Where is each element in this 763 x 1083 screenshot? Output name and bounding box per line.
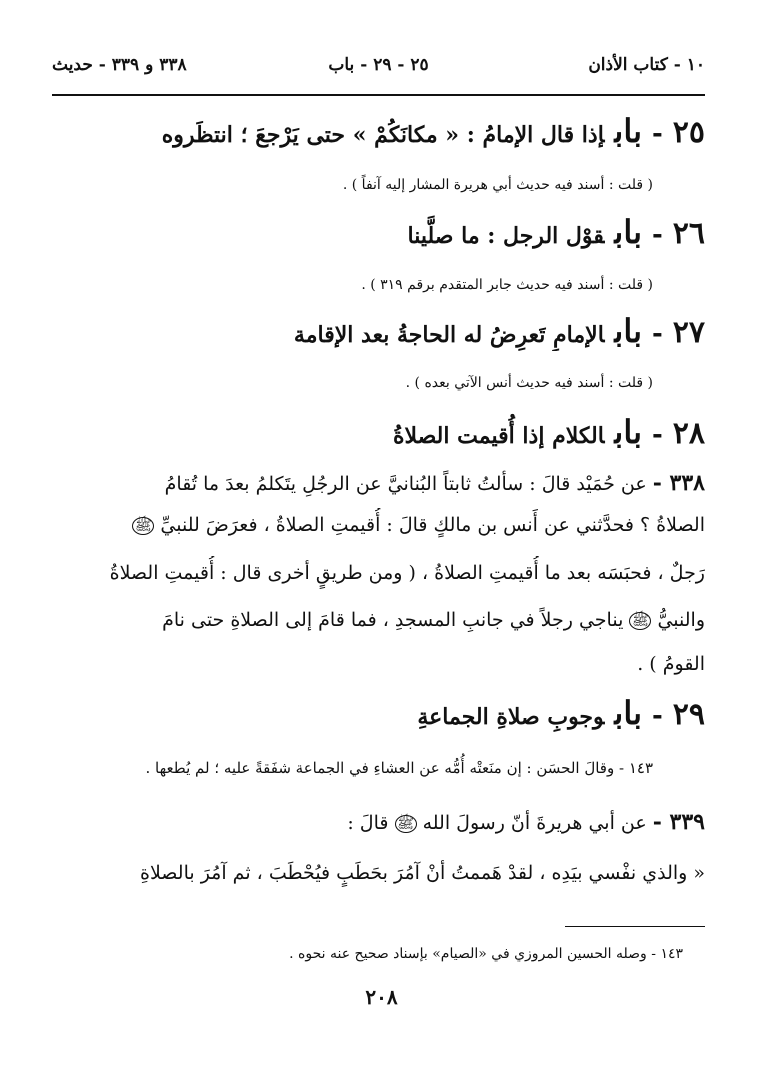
chapter-note-26: ( قلت : أسند فيه حديث جابر المتقدم برقم ٣١٩ ) . [361, 277, 653, 293]
chapter-bab-word: باب [614, 413, 642, 451]
chapter-note-25: ( قلت : أسند فيه حديث أبي هريرة المشار إليه آنفاً ) . [342, 177, 653, 193]
hadith-text: عن حُمَيْد قالَ : سألتُ ثابتاً البُنانيَّ عن الرجُلِ يتَكلمُ بعدَ ما تُقامُ [164, 473, 647, 495]
chapter-title: الإمامِ تَعرِضُ له الحاجةُ بعد الإقامة [293, 322, 605, 348]
hadith-text: يناجي رجلاً في جانبِ المسجدِ ، فما قامَ إلى الصلاةِ حتى نامَ [162, 609, 624, 631]
hadith-number: ٣٣٩ - [652, 809, 705, 835]
chapter-number: ٢٩ [672, 697, 705, 732]
hadith-text: والنبيُّ [657, 609, 705, 631]
hadith-number: ٣٣٨ - [652, 470, 705, 496]
chapter-heading-26 [52, 212, 705, 252]
chapter-title: إذا قال الإمامُ : « مكانَكُمْ » حتى يَرْجعَ ؛ انتظَروه [161, 122, 605, 148]
running-header [52, 55, 705, 85]
hadith-338-line-3: رَجلٌ ، فحبَسَه بعد ما أُقيمتِ الصلاةُ ، ( ومن طريقٍ أخرى قال : أُقيمتِ الصلاةُ [109, 562, 705, 584]
chapter-number: ٢٨ [672, 416, 705, 451]
chapter-heading-25 [52, 111, 705, 151]
salutation-symbol: ﷺ [629, 612, 651, 630]
salutation-symbol: ﷺ [132, 517, 154, 535]
footnote-divider [565, 926, 705, 927]
chapter-number: ٢٥ [672, 115, 705, 150]
hadith-338-line-1 [52, 466, 705, 500]
hadith-338-line-5: القومُ ) . [637, 653, 705, 675]
chapter-heading-27 [52, 311, 705, 351]
chapter-bab-word: باب [614, 213, 642, 251]
chapter-dash: - [651, 319, 663, 349]
chapter-title: قوْل الرجل : ما صلَّينا [407, 223, 605, 249]
hadith-338-line-2 [52, 508, 705, 542]
chapter-note-27: ( قلت : أسند فيه حديث أنس الآتي بعده ) . [405, 375, 653, 391]
chapter-dash: - [651, 119, 663, 149]
salutation-symbol: ﷺ [395, 815, 417, 833]
header-hadith-range: ٣٣٨ و ٣٣٩ - حديث [52, 55, 187, 75]
hadith-text: قالَ : [347, 812, 389, 834]
hadith-339-line-1 [52, 805, 705, 839]
page-number: ٢٠٨ [365, 985, 398, 1009]
hadith-text: عن أبي هريرةَ أنّ رسولَ الله [422, 812, 647, 834]
chapter-title: الكلام إذا أُقيمت الصلاةُ [392, 423, 605, 449]
chapter-number: ٢٦ [672, 216, 705, 251]
chapter-bab-word: باب [614, 312, 642, 350]
chapter-bab-word: باب [614, 112, 642, 150]
chapter-dash: - [651, 420, 663, 450]
chapter-number: ٢٧ [672, 315, 705, 350]
chapter-heading-28 [52, 412, 705, 452]
hadith-338-line-4 [52, 603, 705, 637]
header-chapter-range: ٢٥ - ٢٩ - باب [328, 55, 429, 75]
footnote-143: ١٤٣ - وصله الحسين المروزي في «الصيام» بإسناد صحيح عنه نحوه . [289, 946, 683, 962]
chapter-bab-word: باب [614, 694, 642, 732]
header-divider [52, 94, 705, 96]
hadith-text: الصلاةُ ؟ فحدَّثني عن أَنس بن مالكٍ قالَ : أُقيمتِ الصلاةُ ، فعرَضَ للنبيِّ [160, 514, 705, 536]
chapter-dash: - [651, 220, 663, 250]
athar-143: ١٤٣ - وقالَ الحسَن : إن منَعتْه أُمُّه عن العشاءِ في الجماعة شفَقةً عليه ؛ لم يُطعها . [145, 759, 653, 777]
chapter-heading-29 [52, 693, 705, 733]
header-book-title: ١٠ - كتاب الأذان [588, 55, 705, 75]
chapter-title: وجوبِ صلاةِ الجماعةِ [417, 704, 605, 730]
chapter-dash: - [651, 701, 663, 731]
hadith-339-line-2: « والذي نفْسي بيَدِه ، لقدْ هَممتُ أنْ آمُرَ بحَطَبٍ فيُحْطَبَ ، ثم آمُرَ بالصلاةِ [140, 862, 705, 884]
